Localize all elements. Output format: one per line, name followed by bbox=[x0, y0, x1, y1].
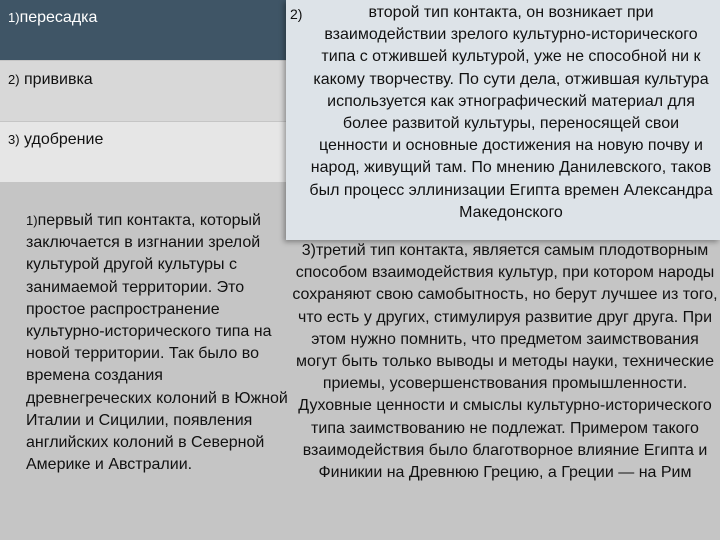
option-label: прививка bbox=[24, 71, 93, 88]
second-contact-card bbox=[286, 0, 720, 240]
first-contact-number: 1) bbox=[26, 213, 38, 228]
option-grafting[interactable] bbox=[0, 61, 286, 121]
option-number: 3) bbox=[8, 132, 20, 147]
option-label: удобрение bbox=[24, 131, 104, 148]
option-number: 1) bbox=[8, 10, 20, 25]
first-contact-body: первый тип контакта, который заключается в изгнании зрелой культурой другой культуры с занимаемой территории. Это простое распространение культурно-исторического типа на новой территории. Так было во времена создания древнегреческих колоний в Южной Италии и Сицилии, появления английских колоний в Северной Америке и Австралии. bbox=[26, 212, 288, 474]
option-fertilizer[interactable] bbox=[0, 122, 286, 182]
option-number: 2) bbox=[8, 72, 20, 87]
option-label: пересадка bbox=[19, 9, 98, 26]
option-transplant[interactable] bbox=[0, 0, 286, 60]
third-contact-body: третий тип контакта, является самым плодотворным способом взаимодействия культур, при котором народы сохраняют свою самобытность, но берут лучшее из того, что есть у других, стимулируя развитие друг друга. При этом нужно помнить, что предметом заимствования могут быть только выводы и методы науки, технические приемы, усовершенствования промышленности. Духовные ценности и смыслы культурно-исторического типа заимствованию не подлежат. Примером такого взаимодействия было благотворное влияние Египта и Финикии на Древнюю Грецию, а Греции — на Рим bbox=[292, 242, 718, 482]
card-number: 2) bbox=[290, 6, 303, 22]
card-text: второй тип контакта, он возникает при взаимодействии зрелого культурно-исторического типа с отжившей культурой, уже не способной ни к какому творчеству. По сути дела, отжившая культура используется как этнографический материал для более развитой культуры, переносящей свои ценности и основные достижения на новую почву и народ, живущий там. По мнению Данилевского, таков был процесс эллинизации Египта времен Александра Македонского bbox=[309, 4, 713, 221]
third-contact-text bbox=[290, 240, 720, 484]
first-contact-text bbox=[26, 210, 288, 476]
third-contact-number: 3) bbox=[301, 242, 316, 259]
